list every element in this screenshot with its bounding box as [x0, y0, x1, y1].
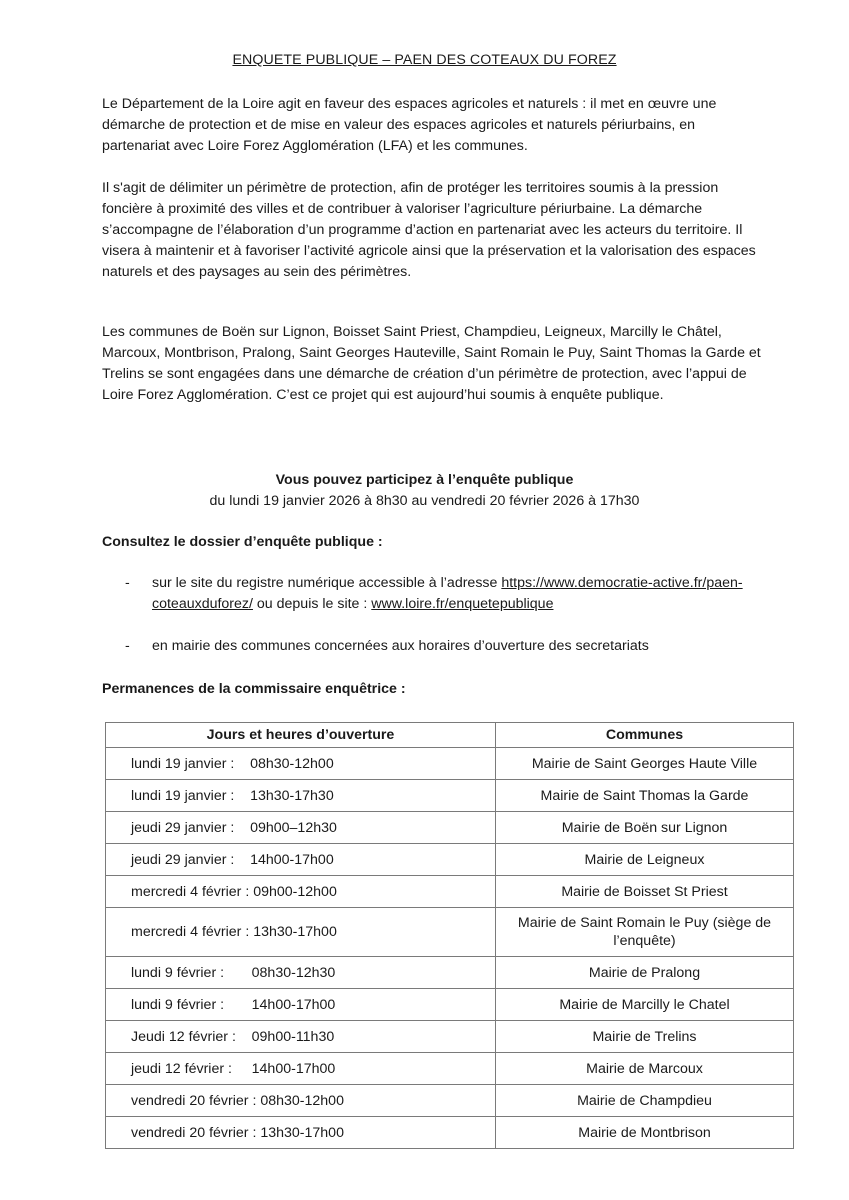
participation-headline: Vous pouvez participez à l’enquête publique	[275, 472, 574, 488]
row-day-hours: jeudi 29 janvier : 14h00-17h00	[106, 844, 496, 876]
row-commune: Mairie de Leigneux	[496, 844, 794, 876]
table-row	[106, 1021, 794, 1053]
table-row	[106, 876, 794, 908]
table-row	[106, 812, 794, 844]
consult-item-text: en mairie des communes concernées aux horaires d’ouverture des secretariats	[152, 638, 649, 654]
row-day-hours: mercredi 4 février : 09h00-12h00	[106, 876, 496, 908]
row-commune: Mairie de Boisset St Priest	[496, 876, 794, 908]
document-title: ENQUETE PUBLIQUE – PAEN DES COTEAUX DU FOREZ	[232, 52, 617, 68]
row-commune: Mairie de Marcoux	[496, 1053, 794, 1085]
table-row	[106, 908, 794, 957]
permanences-table	[105, 722, 794, 1149]
table-row	[106, 989, 794, 1021]
row-day-hours: mercredi 4 février : 13h30-17h00	[106, 908, 496, 957]
loire-enquete-link[interactable]: www.loire.fr/enquetepublique	[371, 596, 554, 612]
row-commune: Mairie de Trelins	[496, 1021, 794, 1053]
intro-paragraph: Le Département de la Loire agit en faveur des espaces agricoles et naturels : il met en œuvre une démarche de protection et de mise en valeur des espaces agricoles et naturels périurbains, en partenariat avec Loire Forez Agglomération (LFA) et les communes.	[102, 96, 717, 154]
row-day-hours: vendredi 20 février : 13h30-17h00	[106, 1117, 496, 1149]
row-commune: Mairie de Boën sur Lignon	[496, 812, 794, 844]
row-day-hours: jeudi 12 février : 14h00-17h00	[106, 1053, 496, 1085]
header-communes: Communes	[496, 723, 794, 748]
table-row	[106, 844, 794, 876]
row-commune: Mairie de Montbrison	[496, 1117, 794, 1149]
row-commune: Mairie de Saint Thomas la Garde	[496, 780, 794, 812]
row-day-hours: vendredi 20 février : 08h30-12h00	[106, 1085, 496, 1117]
row-day-hours: jeudi 29 janvier : 09h00–12h30	[106, 812, 496, 844]
table-row	[106, 1085, 794, 1117]
consult-item-text	[152, 573, 752, 615]
row-day-hours: lundi 9 février : 14h00-17h00	[106, 989, 496, 1021]
consult-text-before: sur le site du registre numérique accessible à l’adresse	[152, 575, 502, 591]
participation-period: du lundi 19 janvier 2026 à 8h30 au vendredi 20 février 2026 à 17h30	[209, 493, 640, 509]
consult-heading: Consultez le dossier d’enquête publique :	[102, 534, 383, 550]
row-day-hours: lundi 19 janvier : 13h30-17h30	[106, 780, 496, 812]
row-commune: Mairie de Champdieu	[496, 1085, 794, 1117]
row-day-hours: lundi 9 février : 08h30-12h30	[106, 957, 496, 989]
table-row	[106, 1053, 794, 1085]
row-commune: Mairie de Pralong	[496, 957, 794, 989]
row-commune: Mairie de Saint Romain le Puy (siège de l’enquête)	[496, 908, 794, 957]
table-row	[106, 780, 794, 812]
row-commune: Mairie de Saint Georges Haute Ville	[496, 748, 794, 780]
row-day-hours: lundi 19 janvier : 08h30-12h00	[106, 748, 496, 780]
row-day-hours: Jeudi 12 février : 09h00-11h30	[106, 1021, 496, 1053]
table-header-row	[106, 723, 794, 748]
table-row	[106, 957, 794, 989]
bullet-dash: -	[125, 638, 130, 654]
permanences-heading: Permanences de la commissaire enquêtrice :	[102, 681, 406, 697]
objective-paragraph: Il s'agit de délimiter un périmètre de protection, afin de protéger les territoires soumis à la pression foncière à proximité des villes et de contribuer à valoriser l’agriculture périurbaine. La démarche s’accompagne de l’élaboration d’un programme d’action en partenariat avec les acteurs du territoire. Il visera à maintenir et à favoriser l’activité agricole ainsi que la préservation et la valorisation des espaces naturels et des paysages au sein des périmètres.	[102, 180, 756, 280]
democratie-active-link[interactable]: https://www.democratie-active.fr/paen-coteauxduforez/	[152, 575, 743, 612]
communes-paragraph: Les communes de Boën sur Lignon, Boisset Saint Priest, Champdieu, Leigneux, Marcilly le Châtel, Marcoux, Montbrison, Pralong, Saint Georges Hauteville, Saint Romain le Puy, Saint Thomas la Garde et Trelins se sont engagées dans une démarche de création d’un périmètre de protection, avec l’appui de Loire Forez Agglomération. C’est ce projet qui est aujourd’hui soumis à enquête publique.	[102, 324, 761, 403]
bullet-dash: -	[125, 575, 130, 591]
row-commune: Mairie de Marcilly le Chatel	[496, 989, 794, 1021]
table-row	[106, 1117, 794, 1149]
header-days-hours: Jours et heures d’ouverture	[106, 723, 496, 748]
table-row	[106, 748, 794, 780]
consult-text-middle: ou depuis le site :	[252, 596, 372, 612]
